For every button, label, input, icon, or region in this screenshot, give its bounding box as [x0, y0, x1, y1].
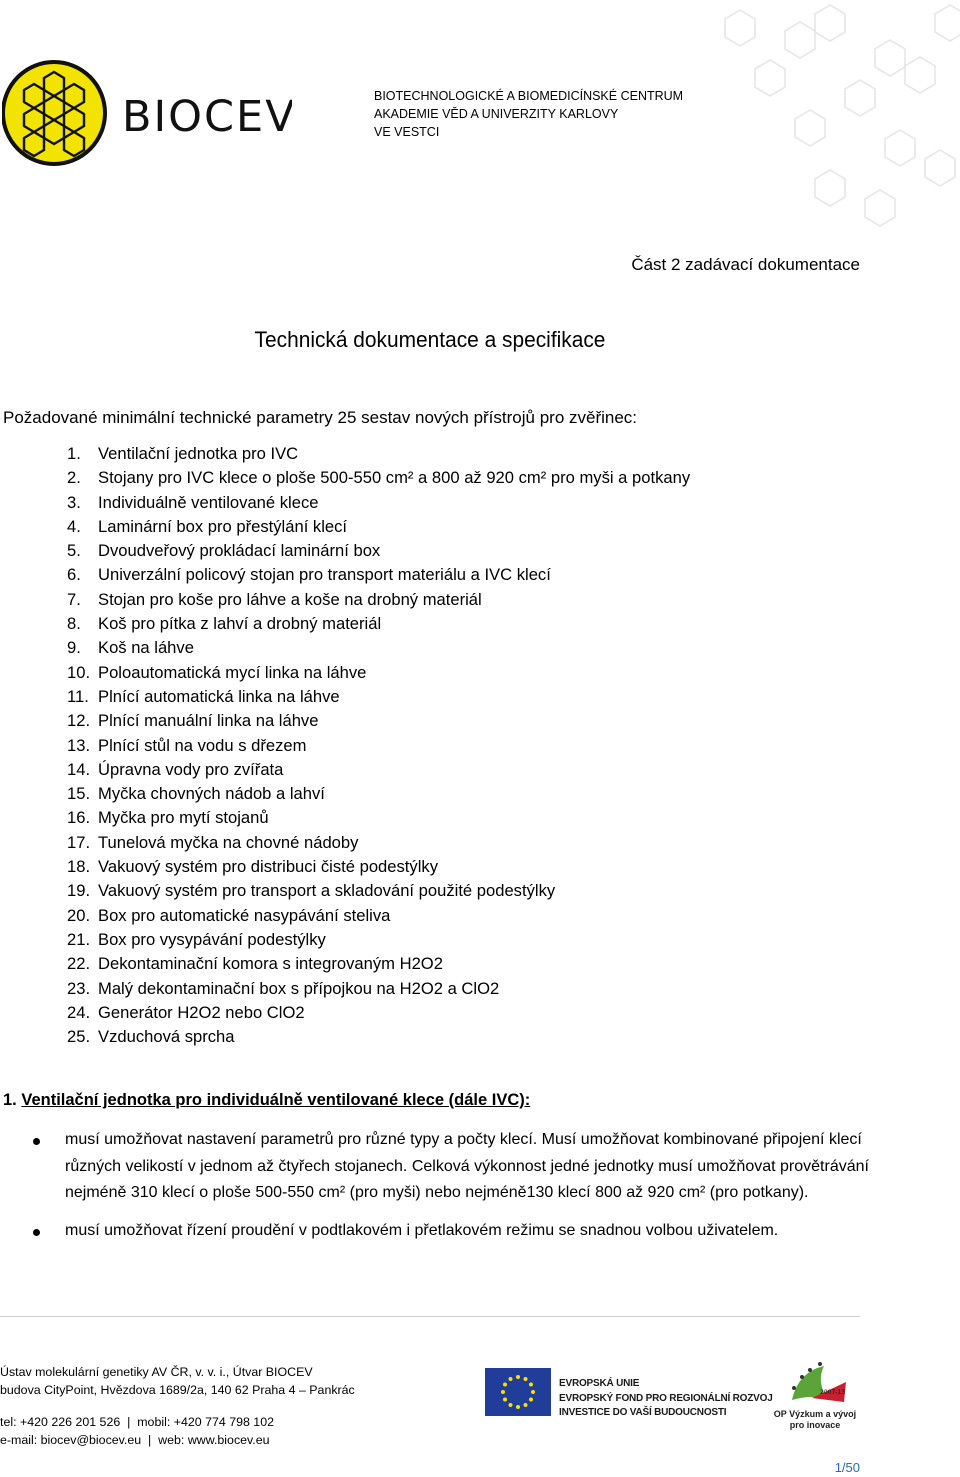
device-list-item — [67, 806, 690, 830]
list-item-text: Vakuový systém pro transport a skladování použité podestýlky — [98, 881, 556, 901]
footer-org: Ústav molekulární genetiky AV ČR, v. v. i., Útvar BIOCEV — [0, 1365, 313, 1379]
list-item-text: Poloautomatická mycí linka na láhve — [98, 662, 367, 682]
institution-line: AKADEMIE VĚD A UNIVERZITY KARLOVY — [374, 107, 619, 121]
section-bullets — [30, 1127, 870, 1255]
bullet-text: musí umožňovat řízení proudění v podtlakovém i přetlakovém režimu se snadnou volbou uživatelem. — [65, 1221, 779, 1239]
email-link[interactable]: biocev@biocev.eu — [40, 1433, 142, 1447]
device-list-item — [67, 904, 690, 928]
list-item-text: Box pro automatické nasypávání steliva — [98, 905, 391, 925]
bullet-text: musí umožňovat nastavení parametrů pro různé typy a počty klecí. Musí umožňovat kombinované připojení klecí různých velikostí v jednom až čtyřech stojanech. Celková výkonnost jedné jednotky musí umožňovat provětrávání nejméně 310 klecí o ploše 500-550 cm² (pro myši) nebo nejméně130 klecí 800 až 920 cm² (pro potkany). — [65, 1131, 869, 1201]
device-list — [67, 442, 690, 1049]
list-item-number: 2. — [67, 468, 81, 488]
document-part-label: Část 2 zadávací dokumentace — [631, 255, 860, 274]
requirements-intro: Požadované minimální technické parametry 25 sestav nových přístrojů pro zvěřinec: — [3, 408, 638, 427]
device-list-item — [67, 1001, 690, 1025]
institution-name — [374, 87, 683, 141]
device-list-item — [67, 855, 690, 879]
list-item-number: 23. — [67, 978, 91, 998]
list-item-number: 22. — [67, 954, 91, 974]
list-item-number: 12. — [67, 711, 91, 731]
list-item-text: Stojan pro koše pro láhve a koše na drobný materiál — [98, 589, 482, 609]
device-list-item — [67, 782, 690, 806]
list-item-text: Dvoudveřový prokládací laminární box — [98, 541, 381, 561]
list-item-text: Malý dekontaminační box s přípojkou na H2O2 a ClO2 — [98, 978, 500, 998]
list-item-number: 18. — [67, 857, 91, 877]
list-item-number: 3. — [67, 492, 81, 512]
list-item-text: Plnící stůl na vodu s dřezem — [98, 735, 307, 755]
list-item-number: 4. — [67, 516, 81, 536]
eu-line: INVESTICE DO VAŠÍ BUDOUCNOSTI — [559, 1407, 727, 1418]
institution-line: BIOTECHNOLOGICKÉ A BIOMEDICÍNSKÉ CENTRUM — [374, 89, 684, 103]
biocev-logo — [2, 58, 292, 168]
list-item-text: Ventilační jednotka pro IVC — [98, 444, 299, 463]
list-item-number: 25. — [67, 1027, 91, 1047]
device-list-item — [67, 758, 690, 782]
device-list-item — [67, 928, 690, 952]
list-item-number: 19. — [67, 881, 91, 901]
list-item-text: Plnící manuální linka na láhve — [98, 711, 319, 731]
device-list-item — [67, 734, 690, 758]
list-item-number: 8. — [67, 614, 81, 634]
list-item-text: Laminární box pro přestýlání klecí — [98, 516, 348, 536]
device-list-item — [67, 563, 690, 587]
footer-mobile: mobil: +420 774 798 102 — [137, 1415, 274, 1429]
device-list-item — [67, 466, 690, 490]
bullet-item — [30, 1127, 870, 1207]
bullet-icon — [33, 1229, 40, 1236]
email-label: e-mail: — [0, 1433, 38, 1447]
institution-line: VE VESTCI — [374, 125, 440, 139]
eu-line: EVROPSKÝ FOND PRO REGIONÁLNÍ ROZVOJ — [559, 1392, 773, 1404]
bullet-icon — [33, 1138, 40, 1145]
device-list-item — [67, 952, 690, 976]
list-item-text: Vzduchová sprcha — [98, 1027, 235, 1047]
device-list-item — [67, 709, 690, 733]
list-item-number: 9. — [67, 638, 81, 658]
list-item-text: Myčka chovných nádob a lahví — [98, 784, 325, 804]
list-item-text: Tunelová myčka na chovné nádoby — [98, 832, 359, 852]
device-list-item — [67, 977, 690, 1001]
device-list-item — [67, 588, 690, 612]
footer-address — [0, 1363, 355, 1399]
section-heading — [3, 1091, 530, 1110]
device-list-item — [67, 515, 690, 539]
logo-wordmark: BIOCEV — [122, 92, 292, 142]
list-item-text: Individuálně ventilované klece — [98, 492, 319, 512]
eu-fund-text — [559, 1377, 773, 1421]
list-item-number: 17. — [67, 832, 91, 852]
footer-tel: tel: +420 226 201 526 — [0, 1415, 121, 1429]
device-list-item — [67, 879, 690, 903]
list-item-number: 24. — [67, 1002, 91, 1022]
device-list-item — [67, 442, 690, 466]
device-list-item — [67, 831, 690, 855]
list-item-number: 20. — [67, 905, 91, 925]
list-item-text: Stojany pro IVC klece o ploše 500-550 cm² a 800 až 920 cm² pro myši a potkany — [98, 468, 691, 488]
list-item-text: Úpravna vody pro zvířata — [98, 759, 284, 779]
list-item-number: 11. — [67, 686, 89, 706]
footer-divider — [0, 1316, 860, 1317]
opvi-label — [772, 1409, 858, 1431]
device-list-item — [67, 636, 690, 660]
page-number: 1/50 — [834, 1460, 860, 1475]
list-item-number: 14. — [67, 759, 91, 779]
biocev-logo-mark — [2, 58, 292, 168]
list-item-text: Koš pro pítka z lahví a drobný materiál — [98, 614, 382, 634]
list-item-text: Dekontaminační komora s integrovaným H2O2 — [98, 954, 443, 974]
section-title: Ventilační jednotka pro individuálně ventilované klece (dále IVC): — [21, 1091, 531, 1109]
list-item-text: Univerzální policový stojan pro transport materiálu a IVC klecí — [98, 565, 551, 585]
opvi-line: pro inovace — [789, 1420, 841, 1430]
list-item-number: 6. — [67, 565, 81, 585]
document-title: Technická dokumentace a specifikace — [254, 327, 606, 352]
list-item-text: Koš na láhve — [98, 638, 194, 658]
web-link[interactable]: www.biocev.eu — [187, 1433, 270, 1447]
list-item-number: 7. — [67, 589, 81, 609]
list-item-text: Vakuový systém pro distribuci čisté podestýlky — [98, 857, 438, 877]
list-item-number: 5. — [67, 541, 81, 561]
list-item-number: 16. — [67, 808, 91, 828]
device-list-item — [67, 612, 690, 636]
eu-flag-icon — [485, 1368, 551, 1416]
list-item-number: 1. — [67, 444, 81, 463]
list-item-number: 13. — [67, 735, 91, 755]
list-item-text: Generátor H2O2 nebo ClO2 — [98, 1002, 305, 1022]
section-number: 1. — [3, 1091, 17, 1109]
device-list-item — [67, 539, 690, 563]
list-item-number: 15. — [67, 784, 91, 804]
bullet-item — [30, 1218, 870, 1245]
opvi-year: 2007-13 — [820, 1389, 846, 1396]
footer-contacts: tel: +420 226 201 526 | mobil: +420 774 798 102 e-mail: biocev@biocev.eu | web: www.biocev.eu — [0, 1415, 274, 1447]
device-list-item — [67, 685, 690, 709]
list-item-text: Plnící automatická linka na láhve — [98, 686, 340, 706]
device-list-item — [67, 661, 690, 685]
web-label: web: — [158, 1433, 185, 1447]
eu-line: EVROPSKÁ UNIE — [559, 1378, 640, 1389]
list-item-number: 21. — [67, 929, 91, 949]
list-item-number: 10. — [67, 662, 91, 682]
list-item-text: Myčka pro mytí stojanů — [98, 808, 269, 828]
opvi-line: OP Výzkum a vývoj — [773, 1409, 857, 1419]
footer-street: budova CityPoint, Hvězdova 1689/2a, 140 62 Praha 4 – Pankrác — [0, 1383, 355, 1397]
device-list-item — [67, 1025, 690, 1049]
list-item-text: Box pro vysypávání podestýlky — [98, 929, 326, 949]
device-list-item — [67, 491, 690, 515]
